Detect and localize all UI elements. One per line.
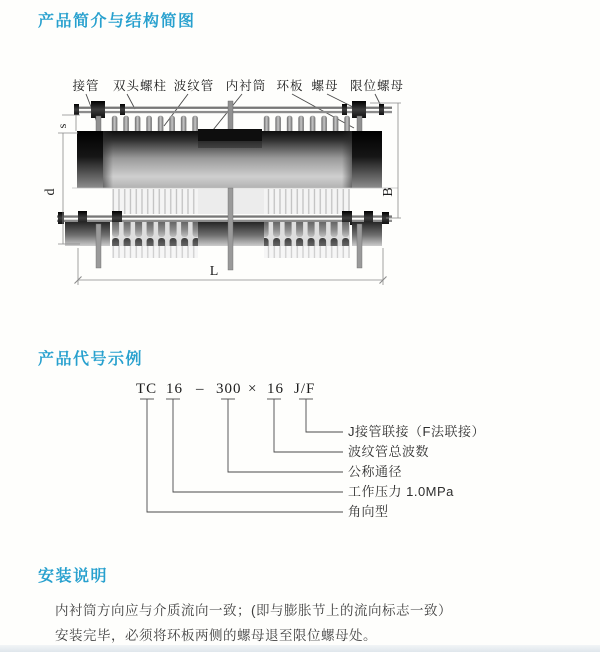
liner-sleeve	[198, 129, 262, 141]
part-label-inner-liner: 内衬筒	[225, 79, 267, 93]
install-note-1: 内衬筒方向应与介质流向一致；(即与膨胀节上的流向标志一致）	[55, 603, 452, 618]
install-note-2: 安装完毕，必须将环板两侧的螺母退至限位螺母处。	[55, 628, 377, 643]
part-label-stud-bolt: 双头螺柱	[112, 79, 168, 93]
code-part-times: ×	[248, 381, 258, 397]
callout-working-pressure: 工作压力 1.0MPa	[348, 484, 454, 499]
dim-label-s: s	[55, 123, 69, 129]
callout-nominal-diameter: 公称通径	[348, 464, 403, 479]
body-upper	[77, 129, 382, 188]
dim-label-B: B	[381, 187, 396, 197]
section-title-install: 安装说明	[38, 568, 109, 585]
part-label-nut: 螺母	[311, 79, 339, 93]
part-label-bellows: 波纹管	[173, 79, 215, 93]
callout-wave-count: 波纹管总波数	[348, 444, 430, 459]
code-part-type: TC	[136, 381, 158, 397]
code-part-dash: –	[196, 381, 205, 397]
page-bottom-edge	[0, 645, 600, 652]
product-structure-diagram	[30, 70, 470, 305]
part-label-connecting-pipe: 接管	[72, 79, 100, 93]
body-lower	[65, 222, 382, 258]
part-label-limit-nut: 限位螺母	[349, 79, 405, 93]
part-label-ring-plate: 环板	[276, 79, 304, 93]
section-title-code: 产品代号示例	[38, 351, 144, 368]
dim-label-L: L	[209, 264, 219, 279]
code-part-waves: 16	[267, 381, 284, 397]
section-title-intro: 产品简介与结构简图	[38, 13, 196, 30]
dim-label-d: d	[43, 188, 58, 196]
code-part-connection: J/F	[294, 381, 316, 397]
callout-connection-type: J接管联接（F法联接）	[348, 424, 485, 439]
code-part-pressure: 16	[166, 381, 183, 397]
code-part-diameter: 300	[216, 381, 242, 397]
tie-rods-bottom	[57, 215, 392, 222]
callout-angular-type: 角向型	[348, 504, 389, 519]
